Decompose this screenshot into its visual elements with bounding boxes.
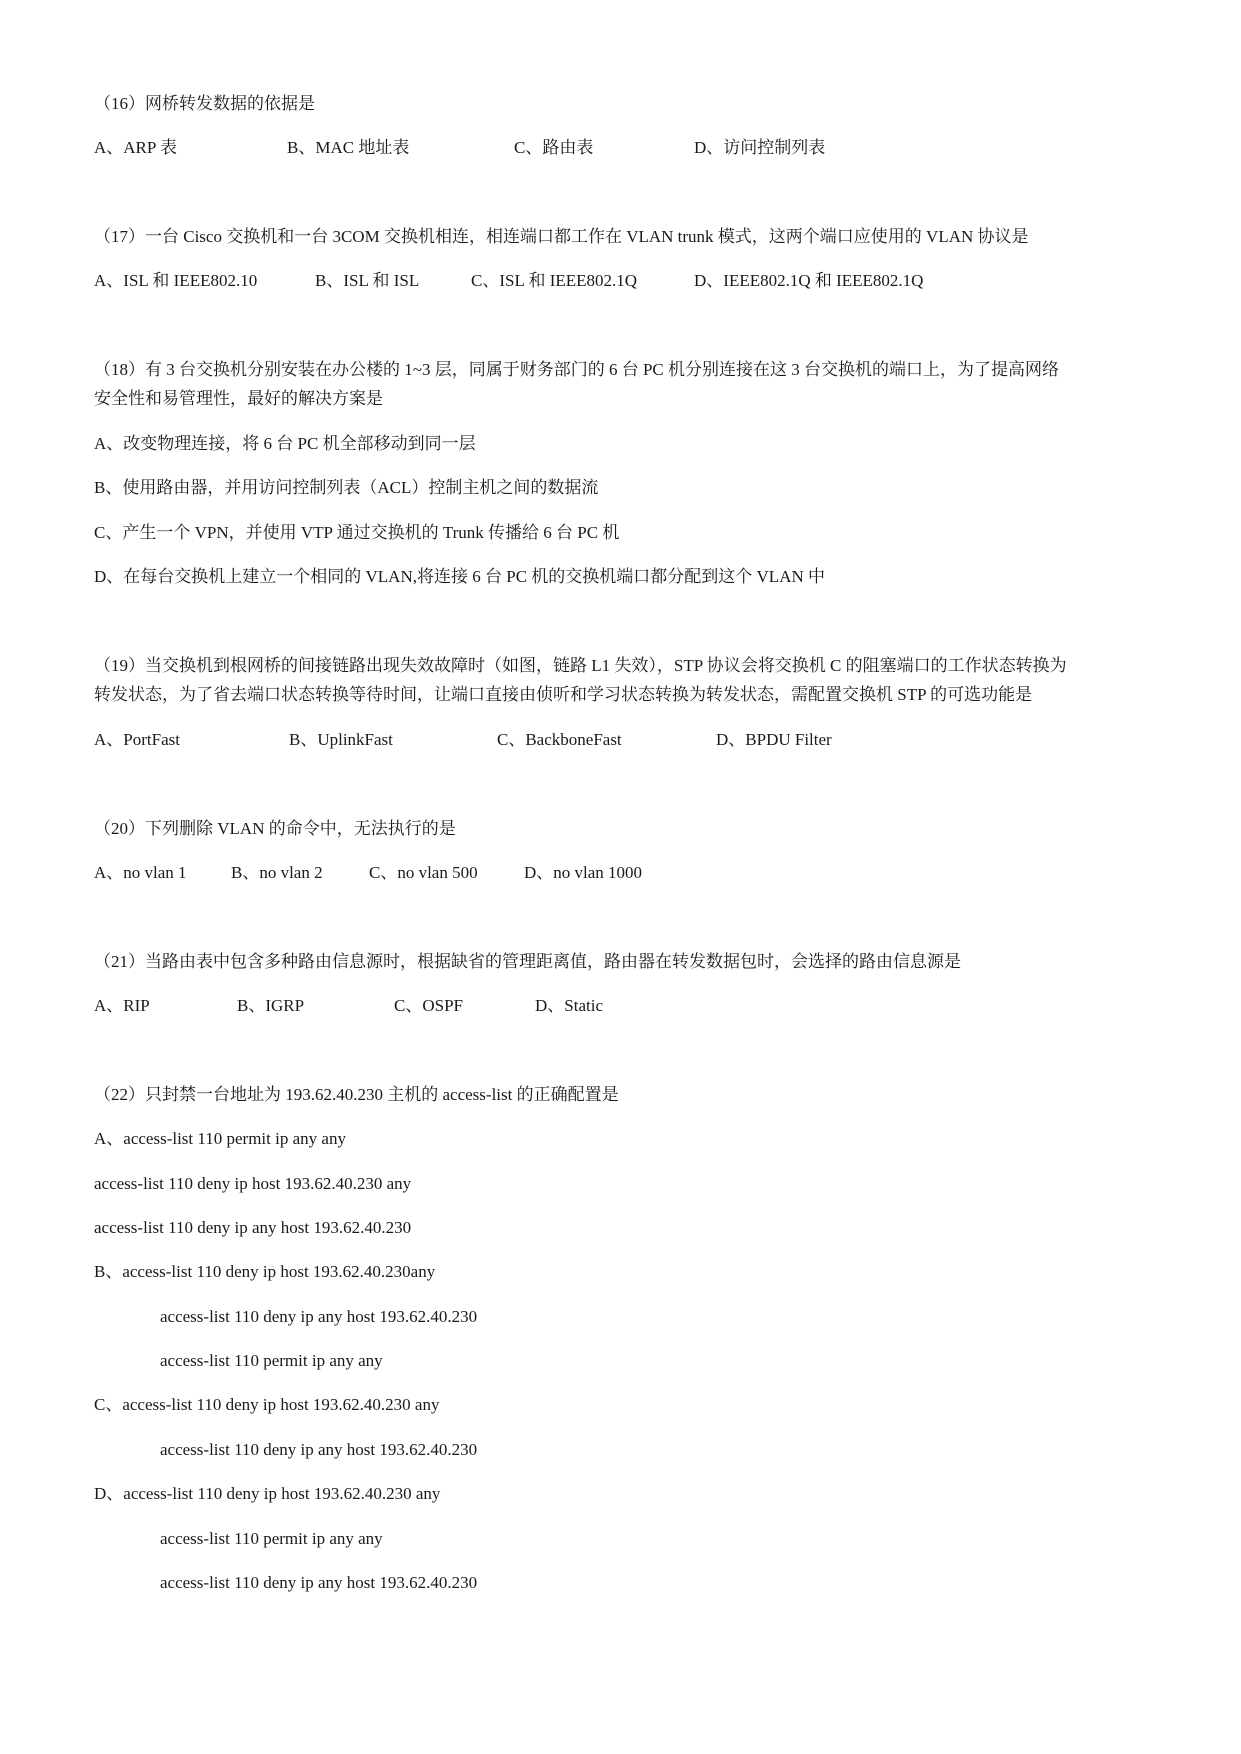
option-c: C、ISL 和 IEEE802.1Q — [471, 271, 638, 290]
option-d: D、访问控制列表 — [694, 138, 826, 157]
question-22-option-a-line1: A、access-list 110 permit ip any any — [94, 1129, 346, 1148]
question-21-options — [94, 995, 1144, 1017]
option-d: D、BPDU Filter — [716, 730, 832, 749]
question-21-stem: （21）当路由表中包含多种路由信息源时，根据缺省的管理距离值，路由器在转发数据包时，会选择的路由信息源是 — [94, 952, 961, 971]
question-22-option-b-line3: access-list 110 permit ip any any — [160, 1351, 383, 1370]
question-16-stem: （16）网桥转发数据的依据是 — [94, 94, 315, 113]
question-20-options — [94, 862, 1144, 884]
question-22-option-b-line1: B、access-list 110 deny ip host 193.62.40.230any — [94, 1262, 436, 1281]
option-b: B、ISL 和 ISL — [315, 271, 420, 290]
question-18-option-d: D、在每台交换机上建立一个相同的 VLAN,将连接 6 台 PC 机的交换机端口都分配到这个 VLAN 中 — [94, 567, 825, 586]
question-22-option-b-line2: access-list 110 deny ip any host 193.62.40.230 — [160, 1307, 478, 1326]
option-d: D、no vlan 1000 — [524, 863, 643, 882]
question-16-options — [94, 137, 1144, 159]
option-a: A、RIP — [94, 996, 150, 1015]
question-20-stem: （20）下列删除 VLAN 的命令中，无法执行的是 — [94, 819, 456, 838]
option-d: D、IEEE802.1Q 和 IEEE802.1Q — [694, 271, 924, 290]
option-a: A、no vlan 1 — [94, 863, 187, 882]
option-a: A、ARP 表 — [94, 138, 177, 157]
question-22-option-a-line2: access-list 110 deny ip host 193.62.40.230 any — [94, 1174, 412, 1193]
option-b: B、MAC 地址表 — [287, 138, 410, 157]
question-18-stem-line1: （18）有 3 台交换机分别安装在办公楼的 1~3 层，同属于财务部门的 6 台 PC 机分别连接在这 3 台交换机的端口上，为了提高网络 — [94, 360, 1059, 379]
option-b: B、IGRP — [237, 996, 305, 1015]
question-22-option-c-line1: C、access-list 110 deny ip host 193.62.40.230 any — [94, 1395, 440, 1414]
question-22-option-d-line1: D、access-list 110 deny ip host 193.62.40.230 any — [94, 1484, 441, 1503]
option-a: A、PortFast — [94, 730, 180, 749]
option-a: A、ISL 和 IEEE802.10 — [94, 271, 258, 290]
question-22-stem: （22）只封禁一台地址为 193.62.40.230 主机的 access-list 的正确配置是 — [94, 1085, 619, 1104]
option-c: C、路由表 — [514, 138, 594, 157]
question-22-option-c-line2: access-list 110 deny ip any host 193.62.40.230 — [160, 1440, 478, 1459]
question-22-option-d-line2: access-list 110 permit ip any any — [160, 1529, 383, 1548]
option-b: B、no vlan 2 — [231, 863, 323, 882]
option-c: C、no vlan 500 — [369, 863, 478, 882]
question-18-option-c: C、产生一个 VPN，并使用 VTP 通过交换机的 Trunk 传播给 6 台 PC 机 — [94, 523, 620, 542]
question-22-option-a-line3: access-list 110 deny ip any host 193.62.40.230 — [94, 1218, 412, 1237]
option-b: B、UplinkFast — [289, 730, 393, 749]
question-19-stem-line1: （19）当交换机到根网桥的间接链路出现失效故障时（如图，链路 L1 失效），STP 协议会将交换机 C 的阻塞端口的工作状态转换为 — [94, 656, 1067, 675]
option-c: C、OSPF — [394, 996, 463, 1015]
question-18-stem-line2: 安全性和易管理性，最好的解决方案是 — [94, 389, 383, 408]
question-17-stem: （17）一台 Cisco 交换机和一台 3COM 交换机相连，相连端口都工作在 VLAN trunk 模式，这两个端口应使用的 VLAN 协议是 — [94, 227, 1029, 246]
question-18-option-b: B、使用路由器，并用访问控制列表（ACL）控制主机之间的数据流 — [94, 478, 599, 497]
question-17-options — [94, 270, 1144, 292]
question-19-stem-line2: 转发状态，为了省去端口状态转换等待时间，让端口直接由侦听和学习状态转换为转发状态，需配置交换机 STP 的可选功能是 — [94, 685, 1033, 704]
option-c: C、BackboneFast — [497, 730, 622, 749]
option-d: D、Static — [535, 996, 603, 1015]
question-22-option-d-line3: access-list 110 deny ip any host 193.62.40.230 — [160, 1573, 478, 1592]
question-18-option-a: A、改变物理连接，将 6 台 PC 机全部移动到同一层 — [94, 434, 476, 453]
question-19-options — [94, 729, 1144, 751]
